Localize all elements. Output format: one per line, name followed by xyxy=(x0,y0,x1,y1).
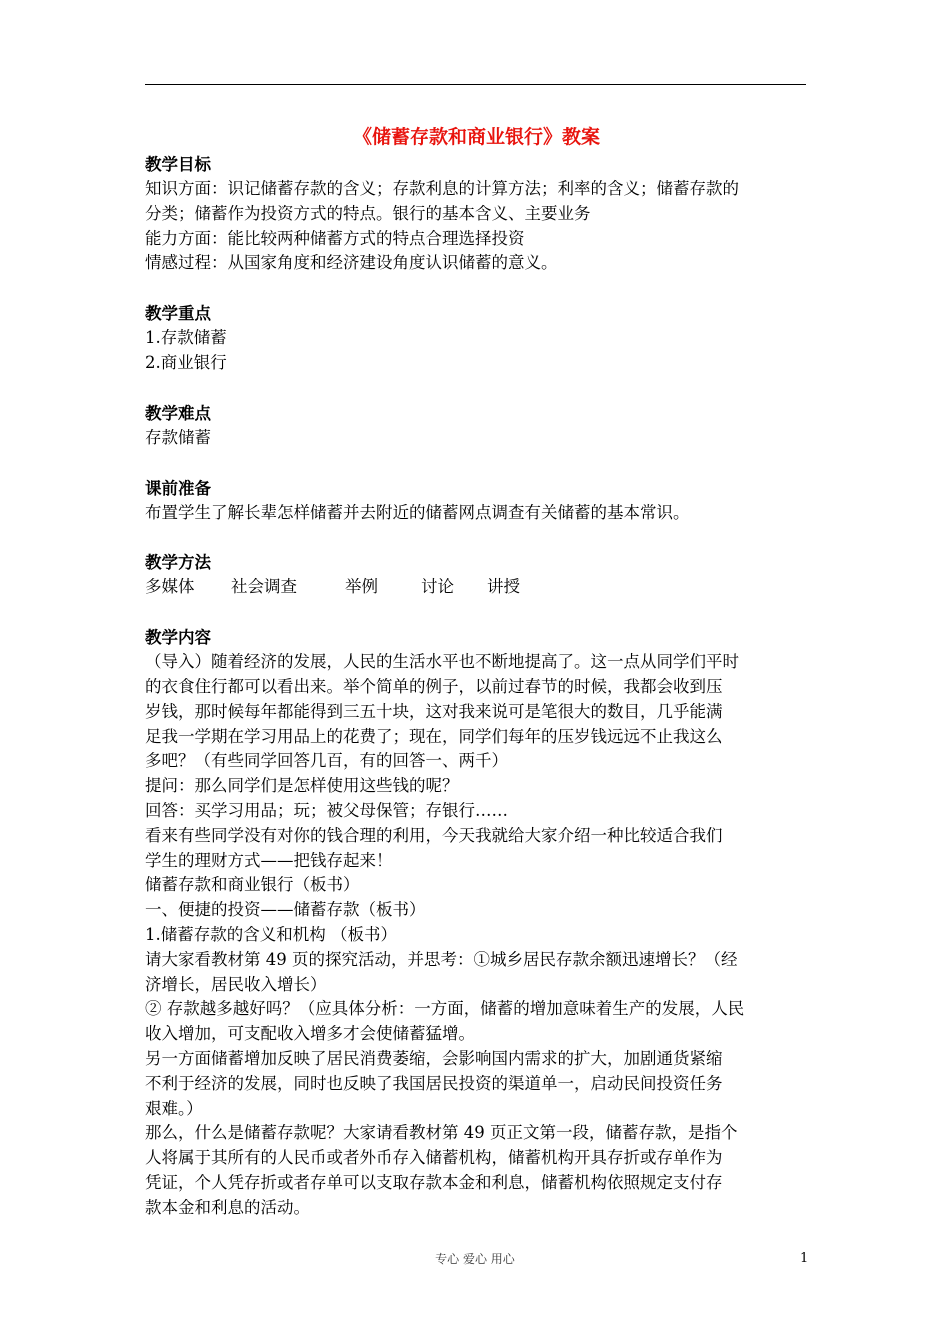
preparation-heading: 课前准备 xyxy=(145,478,211,498)
content-line: 一、便捷的投资——储蓄存款（板书） xyxy=(145,900,426,920)
methods-list xyxy=(145,575,808,600)
content-line: 人将属于其所有的人民币或者外币存入储蓄机构，储蓄机构开具存折或存单作为 xyxy=(145,1148,723,1168)
key-point-item: 1.存款储蓄 xyxy=(145,328,227,348)
method-item: 社会调查 xyxy=(231,577,297,597)
section-gap xyxy=(145,451,808,476)
content-line: 不利于经济的发展，同时也反映了我国居民投资的渠道单一，启动民间投资任务 xyxy=(145,1073,723,1093)
content-line: 提问：那么同学们是怎样使用这些钱的呢？ xyxy=(145,776,459,796)
difficulties-heading: 教学难点 xyxy=(145,403,211,423)
method-item: 讲授 xyxy=(487,577,520,597)
objectives-section xyxy=(145,152,808,276)
content-line: 多吧？（有些同学回答几百，有的回答一、两千） xyxy=(145,751,508,771)
objectives-line: 能力方面：能比较两种储蓄方式的特点合理选择投资 xyxy=(145,228,525,248)
content-line: 的衣食住行都可以看出来。举个简单的例子，以前过春节的时候，我都会收到压 xyxy=(145,676,723,696)
key-point-item: 2.商业银行 xyxy=(145,352,227,372)
content-line: 款本金和利息的活动。 xyxy=(145,1197,310,1217)
section-gap xyxy=(145,276,808,301)
content-line: 1.储蓄存款的含义和机构 （板书） xyxy=(145,924,397,944)
difficulties-section xyxy=(145,401,808,451)
content-line: 学生的理财方式——把钱存起来！ xyxy=(145,850,393,870)
content-line: 收入增加，可支配收入增多才会使储蓄猛增。 xyxy=(145,1024,475,1044)
footer-motto: 专心 爱心 用心 xyxy=(435,1252,515,1266)
objectives-line: 情感过程：从国家角度和经济建设角度认识储蓄的意义。 xyxy=(145,253,558,273)
method-item: 多媒体 xyxy=(145,577,195,597)
section-gap xyxy=(145,376,808,401)
content-line: ② 存款越多越好吗？（应具体分析：一方面，储蓄的增加意味着生产的发展，人民 xyxy=(145,999,745,1019)
content-line: 济增长，居民收入增长） xyxy=(145,974,327,994)
document-title: 《储蓄存款和商业银行》教案 xyxy=(352,126,600,148)
content-line: 储蓄存款和商业银行（板书） xyxy=(145,875,360,895)
document-body xyxy=(145,124,808,1221)
objectives-line: 知识方面：识记储蓄存款的含义；存款利息的计算方法；利率的含义；储蓄存款的 xyxy=(145,179,739,198)
page-number: 1 xyxy=(800,1251,809,1266)
key-points-heading: 教学重点 xyxy=(145,304,211,324)
content-line: 看来有些同学没有对你的钱合理的利用，今天我就给大家介绍一种比较适合我们 xyxy=(145,825,723,845)
section-gap xyxy=(145,525,808,550)
content-line: 足我一学期在学习用品上的花费了；现在，同学们每年的压岁钱远远不止我这么 xyxy=(145,726,723,746)
method-item: 举例 xyxy=(345,577,378,597)
methods-heading: 教学方法 xyxy=(145,553,211,573)
key-points-section xyxy=(145,301,808,376)
content-line: （导入）随着经济的发展，人民的生活水平也不断地提高了。这一点从同学们平时 xyxy=(145,652,739,672)
objectives-heading: 教学目标 xyxy=(145,155,211,174)
method-item: 讨论 xyxy=(421,577,454,597)
content-line: 艰难。） xyxy=(145,1098,203,1118)
content-section xyxy=(145,625,808,1220)
content-line: 那么，什么是储蓄存款呢？大家请看教材第 49 页正文第一段，储蓄存款，是指个 xyxy=(145,1123,738,1143)
content-line: 凭证，个人凭存折或者存单可以支取存款本金和利息，储蓄机构依照规定支付存 xyxy=(145,1172,723,1192)
objectives-line: 分类；储蓄作为投资方式的特点。银行的基本含义、主要业务 xyxy=(145,203,591,223)
preparation-text: 布置学生了解长辈怎样储蓄并去附近的储蓄网点调查有关储蓄的基本常识。 xyxy=(145,502,690,522)
methods-section xyxy=(145,550,808,600)
content-line: 另一方面储蓄增加反映了居民消费萎缩，会影响国内需求的扩大，加剧通货紧缩 xyxy=(145,1048,723,1068)
preparation-section xyxy=(145,476,808,526)
section-gap xyxy=(145,600,808,625)
difficulty-item: 存款储蓄 xyxy=(145,427,211,447)
content-heading: 教学内容 xyxy=(145,628,211,648)
content-line: 回答：买学习用品；玩；被父母保管；存银行…… xyxy=(145,800,508,820)
header-rule xyxy=(145,84,806,85)
content-line: 请大家看教材第 49 页的探究活动，并思考：①城乡居民存款余额迅速增长？（经 xyxy=(145,949,738,969)
content-line: 岁钱，那时候每年都能得到三五十块，这对我来说可是笔很大的数目，几乎能满 xyxy=(145,701,723,721)
